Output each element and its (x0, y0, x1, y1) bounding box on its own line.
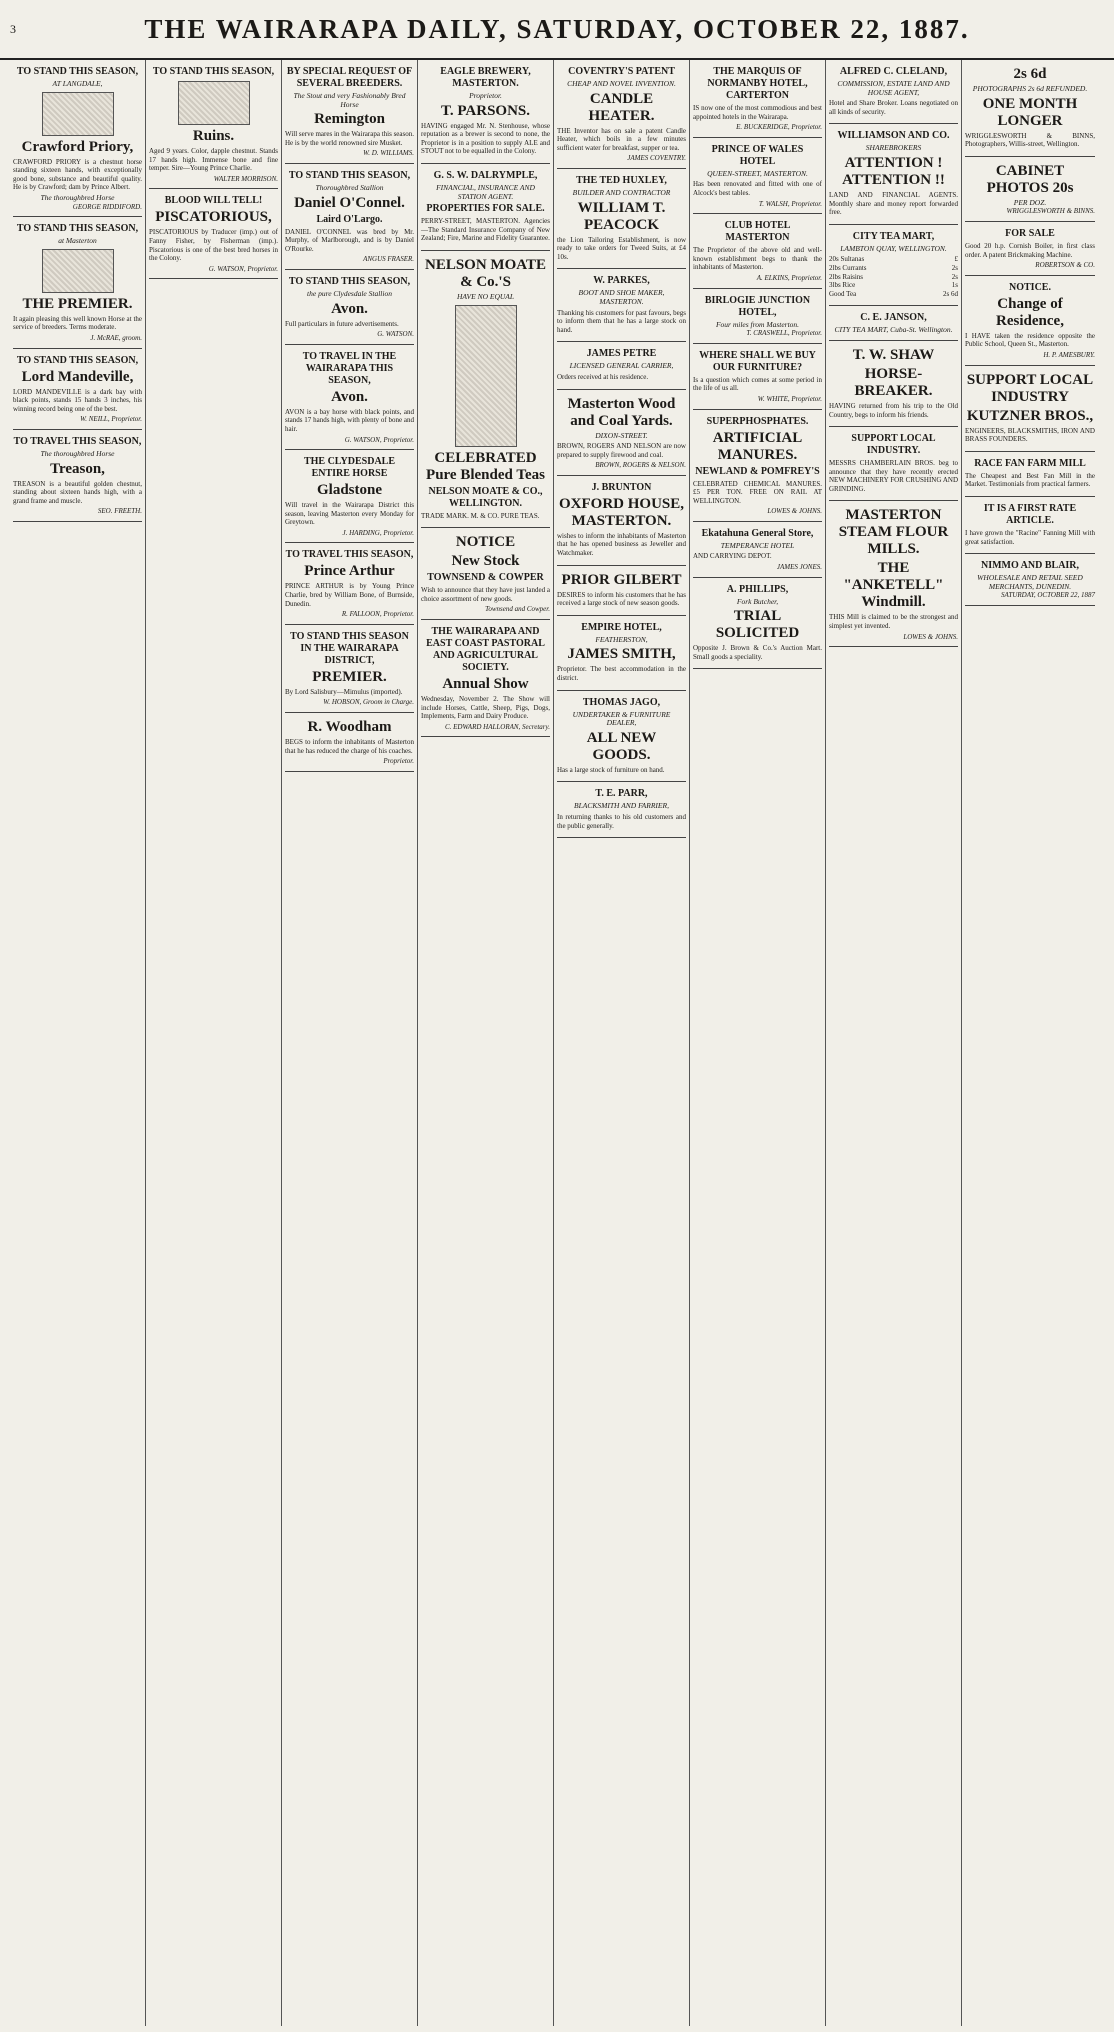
advertisement (965, 222, 1095, 276)
ad-signature: G. WATSON, Proprietor. (208, 264, 278, 273)
advertisement (693, 344, 822, 410)
ad-subheading: PHOTOGRAPHS 2s 6d REFUNDED. (972, 84, 1088, 93)
ad-subheading: LAMBTON QUAY, WELLINGTON. (840, 243, 947, 253)
price-item: 3lbs Rice (829, 281, 856, 290)
ad-body-text: PERRY-STREET, MASTERTON. Agencies—The Standard Insurance Company of New Zealand; Fire, Marine and Fidelity Guarantee. (421, 217, 550, 243)
ad-body-text: THIS Mill is claimed to be the strongest and simplest yet invented. (829, 613, 958, 631)
ad-heading: PRIOR GILBERT (561, 571, 682, 588)
ad-body-text: Good 20 h.p. Cornish Boiler, in first class order. A patent Brickmaking Machine. (965, 241, 1095, 259)
ad-title: ATTENTION ! ATTENTION !! (842, 154, 945, 188)
ad-subheading: LICENSED GENERAL CARRIER, (569, 361, 674, 371)
advertisement (13, 60, 142, 217)
column-2 (146, 60, 282, 2026)
ad-title: THE PREMIER. (22, 295, 133, 312)
ad-title: Remington (314, 111, 385, 128)
ad-section-heading: PROPERTIES FOR SALE. (426, 203, 545, 215)
column-8 (962, 60, 1098, 2026)
advertisement (557, 169, 686, 269)
advertisement (557, 566, 686, 616)
ad-title: Ruins. (192, 128, 235, 144)
ad-subheading: Four miles from Masterton. (715, 319, 800, 329)
ad-heading: G. S. W. DALRYMPLE, (433, 169, 538, 181)
ad-body-text: Will serve mares in the Wairarapa this season. He is by the world renowned sire Musket. (285, 130, 414, 147)
advertisement (829, 341, 958, 427)
ad-body-text: DANIEL O'CONNEL was bred by Mr. Murphy, of Marlborough, and is by Daniel O'Rourke. (285, 227, 414, 253)
ad-subheading: BUILDER AND CONTRACTOR (572, 187, 671, 197)
advertisement (421, 251, 550, 528)
ad-heading: PRINCE OF WALES HOTEL (711, 143, 804, 167)
advertisement (693, 138, 822, 214)
ad-heading: THE TED HUXLEY, (576, 174, 667, 186)
ad-section-heading: NELSON MOATE & CO., WELLINGTON. (428, 485, 543, 509)
ad-subheading: QUEEN-STREET, MASTERTON. (707, 168, 808, 178)
ad-signature: Proprietor. (383, 757, 414, 766)
ad-signature: W. NEILL, Proprietor. (80, 415, 142, 424)
ad-signature: G. WATSON, Proprietor. (344, 435, 414, 444)
ad-title: THE "ANKETELL" Windmill. (843, 560, 944, 611)
ad-heading: TO TRAVEL THIS SEASON, (13, 435, 142, 447)
ad-heading: ALFRED C. CLELAND, (839, 66, 948, 77)
ad-title: ONE MONTH LONGER (982, 95, 1078, 129)
ad-signature: GEORGE RIDDIFORD. (72, 202, 142, 211)
advertisement (965, 276, 1095, 366)
ad-heading: COVENTRY'S PATENT (568, 66, 675, 77)
ad-subheading: Proprietor. (469, 91, 502, 100)
advertisement (829, 501, 958, 647)
ad-title: CANDLE HEATER. (588, 90, 655, 124)
advertisement (149, 60, 278, 189)
ad-heading: CLUB HOTEL MASTERTON (724, 220, 791, 244)
advertisement (421, 620, 550, 737)
advertisement (285, 345, 414, 450)
advertisement (965, 157, 1095, 222)
ad-heading: TO STAND THIS SEASON, (16, 354, 139, 366)
newspaper-columns (10, 60, 1104, 2026)
column-3 (282, 60, 418, 2026)
ad-heading: IT IS A FIRST RATE ARTICLE. (983, 502, 1077, 526)
ad-body-text: Proprietor. The best accommodation in the district. (557, 665, 686, 683)
ad-heading: RACE FAN FARM MILL (974, 457, 1086, 469)
ad-heading: C. E. JANSON, (860, 312, 927, 324)
ad-heading: THOMAS JAGO, (582, 696, 661, 708)
ad-heading: MASTERTON STEAM FLOUR MILLS. (838, 507, 949, 558)
advertisement (149, 189, 278, 279)
ad-heading: THE MARQUIS OF NORMANBY HOTEL, CARTERTON (707, 66, 808, 101)
ad-subheading: CITY TEA MART, Cuba-St. Wellington. (834, 325, 953, 335)
price-item: 20s Sultanas (829, 255, 865, 264)
ad-body-text: CRAWFORD PRIORY is a chestnut horse standing sixteen hands, with exceptionally good bone, substance and beautiful quality. He is by Crawford; dam by Prince Albert. (13, 157, 142, 192)
ad-heading: TO STAND THIS SEASON, (16, 66, 139, 77)
ad-title: Treason, (50, 460, 105, 477)
ad-heading: BLOOD WILL TELL! (164, 195, 263, 207)
ad-body-text: Has a large stock of furniture on hand. (557, 765, 665, 774)
ad-heading: BIRLOGIE JUNCTION HOTEL, (704, 294, 811, 318)
ad-body-text: DESIRES to inform his customers that he has received a large stock of new season goods. (557, 590, 686, 608)
ad-body-text: the Lion Tailoring Establishment, is now ready to take orders for Tweed Suits, at £4 10s. (557, 235, 686, 261)
advertisement (13, 349, 142, 430)
advertisement (557, 782, 686, 838)
ad-heading: WILLIAMSON AND CO. (837, 130, 950, 142)
ad-heading: FOR SALE (1005, 227, 1055, 239)
advertisement (693, 214, 822, 288)
advertisement (285, 625, 414, 713)
ad-title: PREMIER. (312, 668, 387, 685)
advertisement (557, 269, 686, 342)
ad-signature: SEO. FREETH. (97, 507, 142, 516)
ad-signature: T. CRASWELL, Proprietor. (746, 329, 822, 338)
price-row (829, 290, 958, 299)
ad-body-text: In returning thanks to his old customers and the public generally. (557, 813, 686, 830)
ad-heading: R. Woodham (307, 719, 392, 736)
ad-signature: JAMES COVENTRY. (627, 154, 686, 163)
ad-body-text: Opposite J. Brown & Co.'s Auction Mart. Small goods a speciality. (693, 644, 822, 661)
ad-title: TRIAL SOLICITED (715, 608, 800, 642)
ad-signature: W. WHITE, Proprietor. (757, 394, 822, 403)
ad-body-text: ENGINEERS, BLACKSMITHS, IRON AND BRASS FOUNDERS. (965, 426, 1095, 444)
ad-heading: JAMES PETRE (586, 348, 657, 360)
ad-body-text: Is a question which comes at some period in the life of us all. (693, 375, 822, 393)
ad-section-heading: NEWLAND & POMFREY'S (695, 465, 820, 477)
ad-heading: NELSON MOATE & Co.'S (425, 256, 546, 290)
advertisement (965, 366, 1095, 452)
ad-body-text: I have grown the "Racine" Fanning Mill with great satisfaction. (965, 528, 1095, 546)
ad-signature: BROWN, ROGERS & NELSON. (595, 461, 686, 470)
ad-heading: J. BRUNTON (591, 481, 652, 493)
ad-body-text: Hotel and Share Broker. Loans negotiated on all kinds of security. (829, 99, 958, 116)
column-5 (554, 60, 690, 2026)
ad-heading: Masterton Wood and Coal Yards. (567, 395, 676, 429)
advertisement (421, 60, 550, 164)
ad-subheading: SHAREBROKERS (865, 143, 922, 153)
ad-body-text: Full particulars in future advertisements. (285, 319, 399, 328)
engraving-illustration (42, 249, 114, 293)
engraving-illustration (455, 305, 517, 447)
advertisement (285, 543, 414, 624)
ad-title: KUTZNER BROS., (966, 407, 1094, 424)
advertisement (421, 528, 550, 620)
price-value: 2s (951, 263, 958, 272)
price-value: £ (954, 255, 958, 264)
price-item: 2lbs Raisins (829, 272, 864, 281)
ad-subheading: WHOLESALE AND RETAIL SEED MERCHANTS, DUNEDIN. (977, 573, 1083, 591)
ad-body-text: LORD MANDEVILLE is a dark bay with black points, stands 15 hands 3 inches, his winning record being one of the best. (13, 387, 142, 413)
ad-body-text: I HAVE taken the residence opposite the Public School, Queen St., Masterton. (965, 331, 1095, 349)
ad-subheading: The Stout and very Fashionably Bred Horse (293, 91, 406, 109)
ad-heading: TO TRAVEL THIS SEASON, (285, 549, 414, 561)
ad-heading: TO STAND THIS SEASON, (288, 275, 411, 287)
ad-heading: CITY TEA MART, (852, 230, 935, 242)
ad-heading: NOTICE. (1009, 281, 1051, 293)
ad-title: New Stock (451, 553, 520, 570)
ad-title: T. PARSONS. (440, 102, 531, 119)
advertisement (965, 452, 1095, 497)
ad-heading: THE CLYDESDALE ENTIRE HORSE (303, 456, 396, 480)
ad-subheading: FINANCIAL, INSURANCE AND STATION AGENT. (436, 182, 535, 201)
newspaper-title: THE WAIRARAPA DAILY, SATURDAY, OCTOBER 22, 1887. (144, 14, 970, 44)
ad-subheading: HAVE NO EQUAL (456, 291, 515, 301)
ad-body-text: The Proprietor of the above old and well-known establishment begs to thank the inhabitants of Masterton. (693, 246, 822, 272)
ad-title: ARTIFICIAL MANURES. (712, 429, 803, 463)
ad-title: Avon. (331, 388, 368, 405)
ad-subheading: TEMPERANCE HOTEL (720, 540, 795, 550)
ad-title: PISCATORIOUS, (155, 209, 272, 226)
advertisement (693, 522, 822, 578)
column-7 (826, 60, 962, 2026)
ad-subheading: BLACKSMITH AND FARRIER, (574, 801, 669, 811)
ad-subheading: Thoroughbred Stallion (315, 182, 384, 192)
ad-signature: SATURDAY, OCTOBER 22, 1887 (1000, 591, 1095, 600)
ad-body-text: By Lord Salisbury—Mimulus (imported). (285, 687, 403, 696)
price-row (829, 264, 958, 273)
ad-body-text: Orders received at his residence. (557, 372, 649, 381)
advertisement (285, 450, 414, 543)
ad-signature: G. WATSON. (377, 330, 414, 339)
ad-subheading: AT LANGDALE, (52, 79, 103, 88)
ad-subheading: COMMISSION, ESTATE LAND AND HOUSE AGENT, (837, 79, 950, 97)
ad-heading: T. E. PARR, (595, 788, 648, 800)
ad-body-text: HAVING engaged Mr. N. Stenhouse, whose reputation as a brewer is second to none, the Proprietor is in a position to supply ALE and STOUT not to be equalled in the Colony. (421, 121, 550, 156)
ad-subheading: The thoroughbred Horse (40, 448, 115, 458)
ad-heading: SUPERPHOSPHATES. (706, 415, 809, 427)
ad-body-text: AVON is a bay horse with black points, and stands 17 hands high, with plenty of bone and hair. (285, 407, 414, 433)
ad-signature: R. FALLOON, Proprietor. (341, 610, 414, 619)
advertisement (557, 60, 686, 169)
ad-heading: W. PARKES, (593, 275, 650, 287)
ad-subheading: the pure Clydesdale Stallion (307, 288, 392, 298)
engraving-illustration (42, 92, 114, 136)
ad-section-heading: TOWNSEND & COWPER (427, 572, 544, 584)
ad-subheading: DIXON-STREET. (595, 430, 648, 440)
ad-body-text: wishes to inform the inhabitants of Masterton that he has opened business as Jeweller and Watchmaker. (557, 531, 686, 558)
ad-heading: TO TRAVEL IN THE WAIRARAPA THIS SEASON, (302, 350, 397, 386)
ad-body-text: TRADE MARK. M. & CO. PURE TEAS. (421, 511, 540, 520)
price-value: 2s (951, 272, 958, 281)
advertisement (829, 124, 958, 224)
ad-title: Crawford Priory, (21, 138, 134, 155)
ad-heading: THE WAIRARAPA AND EAST COAST PASTORAL AND AGRICULTURAL SOCIETY. (426, 625, 545, 673)
ad-title: JAMES SMITH, (567, 646, 676, 663)
ad-title: Lord Mandeville, (21, 368, 134, 385)
ad-body-text: LAND AND FINANCIAL AGENTS. Monthly share and money report forwarded free. (829, 190, 958, 217)
ad-signature: W. D. WILLIAMS. (363, 149, 414, 158)
page-number: 3 (10, 22, 16, 36)
ad-heading: TO STAND THIS SEASON IN THE WAIRARAPA DISTRICT, (290, 630, 409, 666)
advertisement (285, 713, 414, 772)
advertisement (693, 578, 822, 670)
advertisement (285, 270, 414, 345)
ad-title: Avon. (331, 300, 368, 317)
ad-signature: J. HARDING, Proprietor. (342, 528, 414, 537)
advertisement (693, 410, 822, 522)
ad-signature: ROBERTSON & CO. (1035, 261, 1095, 270)
ad-heading: TO STAND THIS SEASON, (16, 223, 139, 235)
advertisement (829, 306, 958, 341)
ad-signature: ANGUS FRASER. (363, 255, 414, 264)
advertisement (693, 289, 822, 344)
ad-body-text: BROWN, ROGERS AND NELSON are now prepared to supply firewood and coal. (557, 442, 686, 459)
ad-title: CELEBRATED Pure Blended Teas (426, 449, 545, 483)
column-4 (418, 60, 554, 2026)
price-item: Good Tea (829, 289, 857, 298)
ad-signature: W. HOBSON, Groom in Charge. (323, 698, 414, 707)
advertisement (557, 476, 686, 566)
advertisement (693, 60, 822, 138)
column-6 (690, 60, 826, 2026)
advertisement (829, 427, 958, 501)
ad-title: WILLIAM T. PEACOCK (577, 199, 666, 233)
ad-heading: EMPIRE HOTEL, (581, 621, 662, 633)
ad-body-text: PISCATORIOUS by Traducer (imp.) out of Fanny Fisher, by Fisherman (imp.). Piscatorious is one of the best bred horses in the Colony. (149, 228, 278, 263)
price-value: 2s 6d (943, 289, 958, 298)
ad-body-text: Wednesday, November 2. The Show will include Horses, Cattle, Sheep, Pigs, Dogs, Implements, Farm and Dairy Produce. (421, 694, 550, 721)
ad-body-text: HAVING returned from his trip to the Old Country, begs to inform his friends. (829, 401, 958, 419)
ad-subheading: CHEAP AND NOVEL INVENTION. (567, 79, 676, 88)
ad-signature: WALTER MORRISON. (213, 174, 278, 183)
ad-body-text: It again pleasing this well known Horse at the service of breeders. Terms moderate. (13, 314, 142, 332)
advertisement (285, 164, 414, 270)
ad-heading: TO STAND THIS SEASON, (288, 169, 411, 181)
engraving-illustration (178, 81, 250, 125)
ad-heading: Ekatahuna General Store, (701, 527, 814, 539)
ad-title: Gladstone (316, 482, 382, 499)
advertisement (557, 691, 686, 783)
ad-heading: BY SPECIAL REQUEST OF SEVERAL BREEDERS. (286, 66, 413, 89)
ad-signature: C. EDWARD HALLORAN, Secretary. (444, 722, 550, 731)
ad-signature: LOWES & JOHNS. (903, 632, 958, 641)
ad-title: HORSE-BREAKER. (854, 365, 933, 399)
advertisement (829, 225, 958, 307)
ad-heading: SUPPORT LOCAL INDUSTRY (966, 371, 1094, 405)
ad-title: OXFORD HOUSE, MASTERTON. (558, 495, 684, 529)
ad-body-text: WRIGGLESWORTH & BINNS, Photographers, Willis-street, Wellington. (965, 131, 1095, 149)
ad-signature: Townsend and Cowper. (485, 605, 550, 614)
price-row (829, 281, 958, 290)
price-value: 1s (951, 281, 958, 290)
ad-heading: NIMMO AND BLAIR, (980, 560, 1080, 572)
ad-heading: EAGLE BREWERY, MASTERTON. (440, 66, 531, 89)
advertisement (557, 616, 686, 691)
ad-body-text: TREASON is a beautiful golden chestnut, standing about sixteen hands high, with a grand frame and muscle. (13, 479, 142, 505)
advertisement (557, 390, 686, 476)
ad-body-text: Wish to announce that they have just landed a choice assortment of new goods. (421, 586, 550, 603)
advertisement (13, 430, 142, 522)
price-list (829, 255, 958, 298)
ad-subheading: at Masterton (58, 236, 97, 246)
ad-heading: SUPPORT LOCAL INDUSTRY. (851, 433, 936, 457)
advertisement (965, 60, 1095, 157)
ad-signature: WRIGGLESWORTH & BINNS. (1006, 207, 1095, 216)
ad-subheading: PER DOZ. (1013, 197, 1047, 207)
price-row (829, 273, 958, 282)
ad-body-text: AND CARRYING DEPOT. (693, 552, 772, 561)
advertisement (557, 342, 686, 389)
ad-body-text: IS now one of the most commodious and best appointed hotels in the Wairarapa. (693, 104, 822, 121)
ad-body-text: BEGS to inform the inhabitants of Masterton that he has reduced the charge of his coaches. (285, 738, 414, 755)
ad-body-text: The Cheapest and Best Fan Mill in the Market. Testimonials from practical farmers. (965, 471, 1095, 489)
ad-body-text: Thanking his customers for past favours, begs to inform them that he has a large stock on hand. (557, 308, 686, 334)
advertisement (13, 217, 142, 348)
ad-heading: CABINET PHOTOS 20s (986, 162, 1074, 196)
ad-subheading: BOOT AND SHOE MAKER, MASTERTON. (578, 288, 665, 306)
advertisement (965, 554, 1095, 606)
advertisement (965, 497, 1095, 554)
ad-body-text: MESSRS CHAMBERLAIN BROS. beg to announce that they have recently erected NEW MACHINERY FOR CRUSHING AND GRINDING. (829, 459, 958, 493)
ad-heading: NOTICE (455, 534, 516, 551)
ad-title: Annual Show (442, 675, 529, 692)
ad-body-text: PRINCE ARTHUR is by Young Prince Charlie, bred by William Bone, of Burnside, Dunedin. (285, 582, 414, 608)
ad-signature: A. ELKINS, Proprietor. (756, 273, 822, 282)
price-row (829, 255, 958, 264)
ad-body-text: THE Inventor has on sale a patent Candle Heater, which boils in a few minutes sufficient water for breakfast, supper or tea. (557, 126, 686, 152)
ad-signature: J. McRAE, groom. (90, 333, 142, 342)
masthead (0, 0, 1114, 60)
ad-body-text: CELEBRATED CHEMICAL MANURES. £5 PER TON. FREE ON RAIL AT WELLINGTON. (693, 479, 822, 505)
ad-note: The thoroughbred Horse (40, 192, 115, 202)
ad-heading: WHERE SHALL WE BUY OUR FURNITURE? (699, 349, 816, 373)
ad-subheading: FEATHERSTON, (595, 634, 648, 644)
ad-section-heading: Laird O'Largo. (316, 213, 383, 225)
ad-subheading: Fork Butcher, (736, 596, 779, 606)
ad-body-text: Will travel in the Wairarapa District this season, leaving Masterton every Monday for Greytown. (285, 501, 414, 527)
ad-title: Daniel O'Connel. (294, 194, 405, 211)
ad-signature: H. P. AMESBURY. (1043, 350, 1095, 359)
advertisement (285, 60, 414, 164)
ad-signature: JAMES JONES. (776, 563, 822, 572)
ad-title: Prince Arthur (304, 563, 395, 580)
ad-title: ALL NEW GOODS. (586, 729, 657, 763)
ad-body-text: Has been renovated and fitted with one of Alcock's best tables. (693, 180, 822, 197)
advertisement (829, 60, 958, 124)
ad-heading: TO STAND THIS SEASON, (152, 66, 275, 77)
ad-signature: LOWES & JOHNS. (767, 507, 822, 516)
ad-heading: A. PHILLIPS, (726, 583, 789, 595)
column-1 (10, 60, 146, 2026)
ad-signature: T. WALSH, Proprietor. (758, 199, 822, 208)
ad-title: Change of Residence, (996, 295, 1064, 329)
ad-subheading: UNDERTAKER & FURNITURE DEALER, (572, 709, 671, 728)
ad-signature: E. BUCKERIDGE, Proprietor. (736, 123, 822, 132)
ad-body-text: Aged 9 years. Color, dapple chestnut. Stands 17 hands high. Immense bone and fine temper. Sire—Young Prince Charlie. (149, 147, 278, 173)
price-item: 2lbs Currants (829, 263, 867, 272)
advertisement (421, 164, 550, 251)
ad-heading: 2s 6d (1013, 66, 1047, 82)
ad-heading: T. W. SHAW (852, 346, 935, 363)
